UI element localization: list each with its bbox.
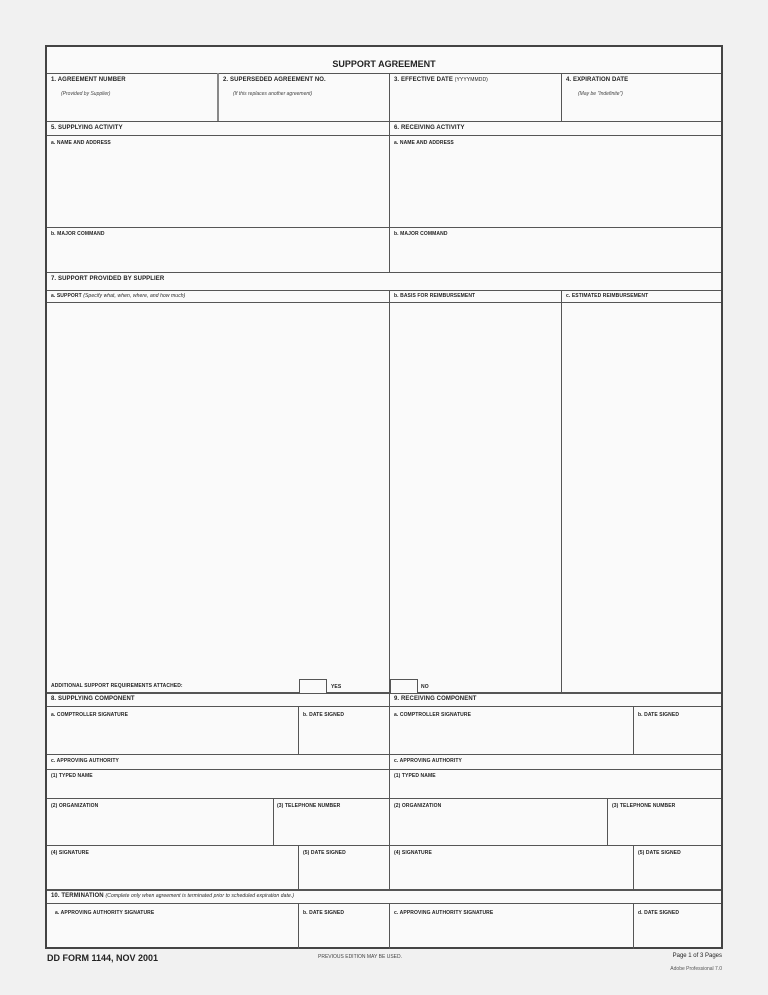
- superseded-agreement-field[interactable]: [223, 99, 385, 119]
- termination-approving-signature-2-field[interactable]: [394, 919, 629, 947]
- rule: [47, 227, 721, 228]
- supplying-comptroller-signature-field[interactable]: [51, 721, 294, 752]
- termination-date-signed-label: b. DATE SIGNED: [303, 910, 345, 916]
- rule: [47, 121, 721, 122]
- receiving-major-command-label: b. MAJOR COMMAND: [394, 231, 448, 237]
- rule: [389, 121, 390, 272]
- rule: [273, 798, 274, 845]
- termination-approving-signature-field[interactable]: [51, 919, 294, 947]
- no-checkbox[interactable]: [390, 679, 418, 694]
- rule: [47, 302, 721, 303]
- support-provided-label: 7. SUPPORT PROVIDED BY SUPPLIER: [51, 276, 165, 282]
- rule: [47, 845, 721, 846]
- supplying-telephone-label: (3) TELEPHONE NUMBER: [277, 803, 341, 809]
- supplying-approving-authority-label: c. APPROVING AUTHORITY: [51, 758, 119, 764]
- receiving-typed-name-field[interactable]: [394, 781, 718, 796]
- receiving-telephone-label: (3) TELEPHONE NUMBER: [612, 803, 676, 809]
- supplying-typed-name-field[interactable]: [51, 781, 385, 796]
- superseded-agreement-label: 2. SUPERSEDED AGREEMENT NO.: [223, 77, 326, 83]
- rule: [633, 903, 634, 949]
- agreement-number-field[interactable]: [51, 99, 213, 119]
- rule: [47, 798, 721, 799]
- supplying-date-signed-field[interactable]: [303, 721, 385, 752]
- rule: [47, 135, 721, 136]
- termination-approving-signature-2-label: c. APPROVING AUTHORITY SIGNATURE: [394, 910, 494, 916]
- support-label: a. SUPPORT (Specify what, when, where, and how much): [51, 293, 186, 299]
- supplying-date-signed-2-field[interactable]: [303, 859, 385, 887]
- rule: [47, 706, 721, 707]
- effective-date-label: 3. EFFECTIVE DATE (YYYYMMDD): [394, 77, 488, 83]
- supplying-major-command-field[interactable]: [51, 241, 385, 270]
- supplying-typed-name-label: (1) TYPED NAME: [51, 773, 93, 779]
- agreement-number-label: 1. AGREEMENT NUMBER: [51, 77, 126, 83]
- rule: [389, 903, 390, 949]
- receiving-comptroller-signature-field[interactable]: [394, 721, 629, 752]
- receiving-approving-authority-label: c. APPROVING AUTHORITY: [394, 758, 462, 764]
- supplying-activity-label: 5. SUPPLYING ACTIVITY: [51, 125, 123, 131]
- rule: [217, 73, 219, 121]
- rule: [47, 889, 721, 891]
- supplying-date-signed-label: b. DATE SIGNED: [303, 712, 345, 718]
- basis-reimbursement-label: b. BASIS FOR REIMBURSEMENT: [394, 293, 476, 299]
- supplying-name-address-field[interactable]: [51, 149, 385, 225]
- estimated-reimbursement-field[interactable]: [566, 305, 718, 689]
- rule: [389, 694, 390, 889]
- superseded-agreement-note: (If this replaces another agreement): [233, 91, 313, 97]
- supplying-signature-field[interactable]: [51, 859, 294, 887]
- receiving-organization-label: (2) ORGANIZATION: [394, 803, 442, 809]
- expiration-date-label: 4. EXPIRATION DATE: [566, 77, 629, 83]
- receiving-component-label: 9. RECEIVING COMPONENT: [394, 696, 477, 702]
- expiration-date-field[interactable]: [566, 99, 718, 119]
- receiving-comptroller-signature-label: a. COMPTROLLER SIGNATURE: [394, 712, 472, 718]
- receiving-signature-field[interactable]: [394, 859, 629, 887]
- previous-edition-note: PREVIOUS EDITION MAY BE USED.: [318, 954, 402, 960]
- receiving-name-address-label: a. NAME AND ADDRESS: [394, 140, 454, 146]
- termination-date-signed-2-field[interactable]: [638, 919, 718, 947]
- rule: [47, 272, 721, 273]
- rule: [47, 754, 721, 755]
- termination-label: 10. TERMINATION (Complete only when agreement is terminated prior to scheduled expiration date.): [51, 893, 295, 899]
- page-count: Page 1 of 3 Pages: [672, 953, 722, 959]
- supplying-name-address-label: a. NAME AND ADDRESS: [51, 140, 111, 146]
- supplying-organization-field[interactable]: [51, 812, 269, 843]
- support-agreement-form: [45, 45, 723, 949]
- supplying-component-label: 8. SUPPLYING COMPONENT: [51, 696, 135, 702]
- rule: [47, 290, 721, 291]
- supplying-telephone-field[interactable]: [277, 812, 385, 843]
- receiving-name-address-field[interactable]: [394, 149, 718, 225]
- rule: [47, 769, 721, 770]
- rule: [47, 692, 721, 694]
- rule: [389, 73, 390, 121]
- rule: [389, 290, 390, 692]
- form-title: SUPPORT AGREEMENT: [332, 59, 436, 69]
- support-field[interactable]: [51, 305, 385, 677]
- receiving-organization-field[interactable]: [394, 812, 603, 843]
- receiving-date-signed-2-field[interactable]: [638, 859, 718, 887]
- rule: [561, 73, 562, 121]
- yes-checkbox[interactable]: [299, 679, 327, 694]
- receiving-date-signed-field[interactable]: [638, 721, 718, 752]
- rule: [607, 798, 608, 845]
- receiving-signature-label: (4) SIGNATURE: [394, 850, 432, 856]
- rule: [47, 73, 721, 74]
- receiving-date-signed-label: b. DATE SIGNED: [638, 712, 680, 718]
- receiving-major-command-field[interactable]: [394, 241, 718, 270]
- software-note: Adobe Professional 7.0: [670, 966, 722, 972]
- termination-date-signed-field[interactable]: [303, 919, 385, 947]
- rule: [633, 845, 634, 889]
- yes-label: YES: [331, 684, 342, 690]
- termination-approving-signature-label: a. APPROVING AUTHORITY SIGNATURE: [55, 910, 155, 916]
- supplying-organization-label: (2) ORGANIZATION: [51, 803, 99, 809]
- receiving-typed-name-label: (1) TYPED NAME: [394, 773, 436, 779]
- agreement-number-note: (Provided by Supplier): [61, 91, 111, 97]
- rule: [298, 903, 299, 949]
- rule: [298, 845, 299, 889]
- supplying-comptroller-signature-label: a. COMPTROLLER SIGNATURE: [51, 712, 129, 718]
- additional-requirements-label: ADDITIONAL SUPPORT REQUIREMENTS ATTACHED:: [51, 683, 183, 689]
- estimated-reimbursement-label: c. ESTIMATED REIMBURSEMENT: [566, 293, 649, 299]
- basis-reimbursement-field[interactable]: [394, 305, 557, 677]
- receiving-activity-label: 6. RECEIVING ACTIVITY: [394, 125, 465, 131]
- effective-date-field[interactable]: [394, 87, 557, 119]
- supplying-major-command-label: b. MAJOR COMMAND: [51, 231, 105, 237]
- receiving-telephone-field[interactable]: [612, 812, 718, 843]
- rule: [298, 706, 299, 754]
- expiration-date-note: (May be "Indefinite"): [578, 91, 623, 97]
- form-number: DD FORM 1144, NOV 2001: [47, 953, 159, 963]
- supplying-signature-label: (4) SIGNATURE: [51, 850, 89, 856]
- rule: [47, 903, 721, 904]
- receiving-date-signed-2-label: (5) DATE SIGNED: [638, 850, 681, 856]
- supplying-date-signed-2-label: (5) DATE SIGNED: [303, 850, 346, 856]
- rule: [633, 706, 634, 754]
- rule: [561, 290, 562, 692]
- no-label: NO: [421, 684, 429, 690]
- termination-date-signed-2-label: d. DATE SIGNED: [638, 910, 680, 916]
